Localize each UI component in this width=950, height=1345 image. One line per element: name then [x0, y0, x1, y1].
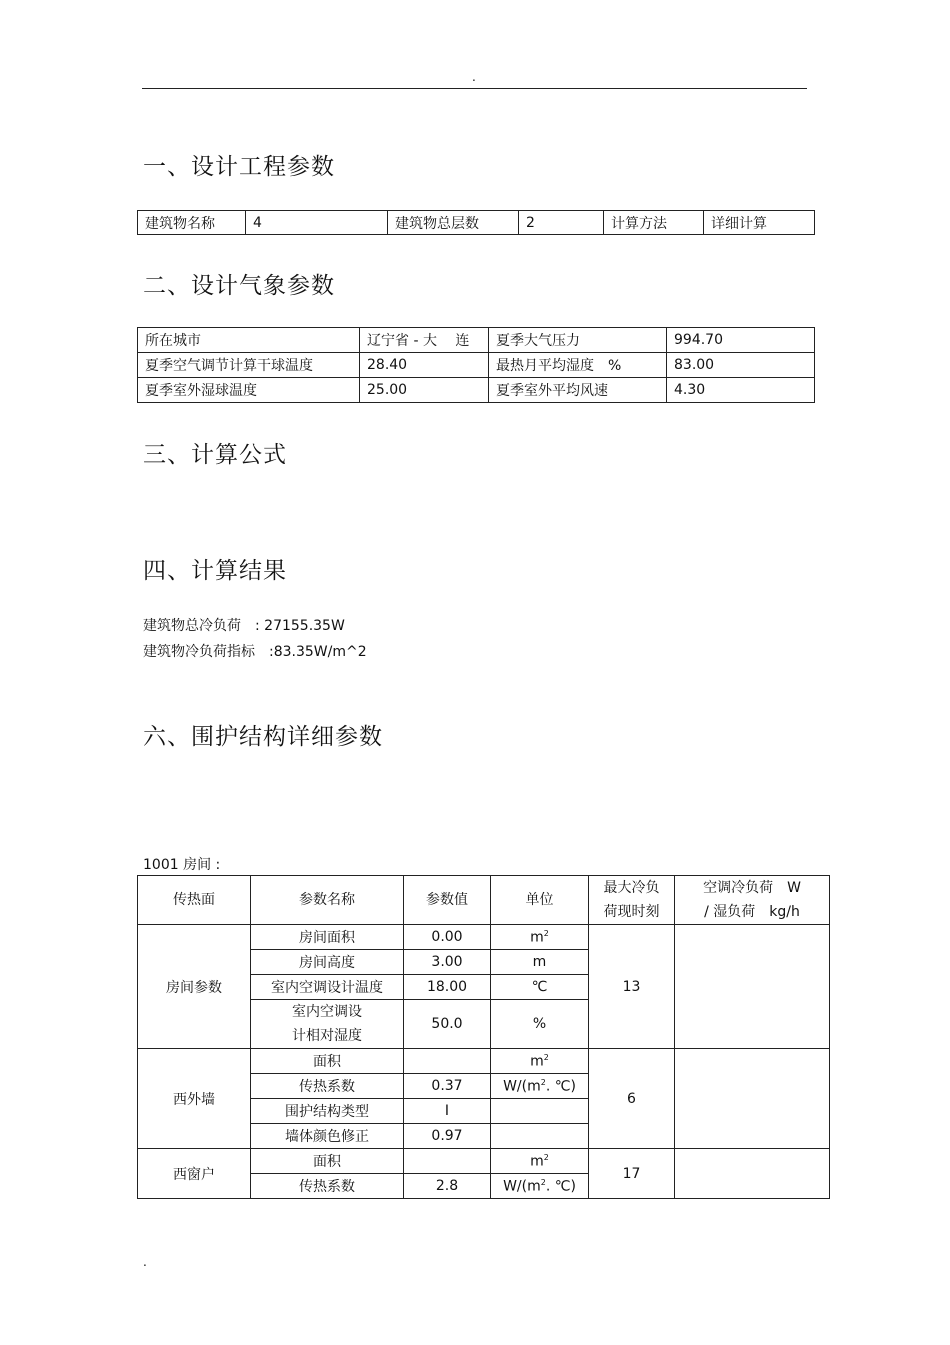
wetbulb-value: 25.00 — [360, 378, 489, 403]
param-wall-color: 墙体颜色修正 — [251, 1124, 404, 1149]
section-title-2: 二、设计气象参数 — [143, 273, 335, 299]
section-title-4: 四、计算结果 — [143, 558, 287, 584]
unit-wall-color — [491, 1124, 589, 1149]
param-room-height: 房间高度 — [251, 950, 404, 975]
unit-window-area: $m^2$ — [491, 1149, 589, 1174]
project-params-table — [137, 210, 815, 235]
param-window-area: 面积 — [251, 1149, 404, 1174]
group-room-params: 房间参数 — [138, 925, 251, 1049]
header-rule — [142, 88, 807, 89]
pressure-value: 994.70 — [667, 328, 815, 353]
peak-room-params: 13 — [589, 925, 675, 1049]
section-title-6: 六、围护结构详细参数 — [143, 724, 383, 750]
param-indoor-temp: 室内空调设计温度 — [251, 975, 404, 1000]
wind-label: 夏季室外平均风速 — [489, 378, 667, 403]
room-detail-table — [137, 875, 830, 1199]
floors-value: 2 — [519, 211, 604, 235]
unit-indoor-rh: % — [491, 1000, 589, 1049]
city-value: 辽宁省 - 大 连 — [360, 328, 489, 353]
value-wall-area — [404, 1049, 491, 1074]
value-wall-type: I — [404, 1099, 491, 1124]
param-wall-type: 围护结构类型 — [251, 1099, 404, 1124]
building-name-label: 建筑物名称 — [138, 211, 246, 235]
header-load: 空调冷负荷 W / 湿负荷 kg/h — [675, 876, 830, 925]
group-west-window: 西窗户 — [138, 1149, 251, 1199]
param-window-k: 传热系数 — [251, 1174, 404, 1199]
wind-value: 4.30 — [667, 378, 815, 403]
value-room-height: 3.00 — [404, 950, 491, 975]
footer-dot: . — [143, 1255, 147, 1269]
group-west-wall: 西外墙 — [138, 1049, 251, 1149]
value-wall-k: 0.37 — [404, 1074, 491, 1099]
cooling-load-index: 建筑物冷负荷指标 :83.35W/m^2 — [143, 644, 367, 660]
value-window-k: 2.8 — [404, 1174, 491, 1199]
param-wall-area: 面积 — [251, 1049, 404, 1074]
room-title: 1001 房间 : — [143, 857, 221, 873]
drybulb-label: 夏季空气调节计算干球温度 — [138, 353, 360, 378]
header-surface: 传热面 — [138, 876, 251, 925]
weather-params-table — [137, 327, 815, 403]
section-title-1: 一、设计工程参数 — [143, 154, 335, 180]
drybulb-value: 28.40 — [360, 353, 489, 378]
param-indoor-rh: 室内空调设 计相对湿度 — [251, 1000, 404, 1049]
load-west-wall — [675, 1049, 830, 1149]
section-title-3: 三、计算公式 — [143, 442, 287, 468]
load-room-params — [675, 925, 830, 1049]
header-dot: . — [472, 70, 476, 84]
humidity-label: 最热月平均湿度 % — [489, 353, 667, 378]
floors-label: 建筑物总层数 — [388, 211, 519, 235]
pressure-label: 夏季大气压力 — [489, 328, 667, 353]
building-name-value: 4 — [246, 211, 388, 235]
value-window-area — [404, 1149, 491, 1174]
unit-room-area: $m^2$ — [491, 925, 589, 950]
method-value: 详细计算 — [704, 211, 815, 235]
peak-west-window: 17 — [589, 1149, 675, 1199]
value-wall-color: 0.97 — [404, 1124, 491, 1149]
header-unit: 单位 — [491, 876, 589, 925]
header-peak-time: 最大冷负 荷现时刻 — [589, 876, 675, 925]
value-indoor-temp: 18.00 — [404, 975, 491, 1000]
header-value: 参数值 — [404, 876, 491, 925]
total-cooling-load: 建筑物总冷负荷 : 27155.35W — [143, 618, 345, 634]
city-label: 所在城市 — [138, 328, 360, 353]
unit-room-height: m — [491, 950, 589, 975]
param-room-area: 房间面积 — [251, 925, 404, 950]
unit-wall-area: $m^2$ — [491, 1049, 589, 1074]
unit-wall-k: $W/(m^2$. ℃) — [491, 1074, 589, 1099]
unit-wall-type — [491, 1099, 589, 1124]
load-west-window — [675, 1149, 830, 1199]
humidity-value: 83.00 — [667, 353, 815, 378]
unit-indoor-temp: ℃ — [491, 975, 589, 1000]
wetbulb-label: 夏季室外湿球温度 — [138, 378, 360, 403]
method-label: 计算方法 — [604, 211, 704, 235]
unit-window-k: $W/(m^2$. ℃) — [491, 1174, 589, 1199]
value-room-area: 0.00 — [404, 925, 491, 950]
header-param: 参数名称 — [251, 876, 404, 925]
value-indoor-rh: 50.0 — [404, 1000, 491, 1049]
param-wall-k: 传热系数 — [251, 1074, 404, 1099]
peak-west-wall: 6 — [589, 1049, 675, 1149]
